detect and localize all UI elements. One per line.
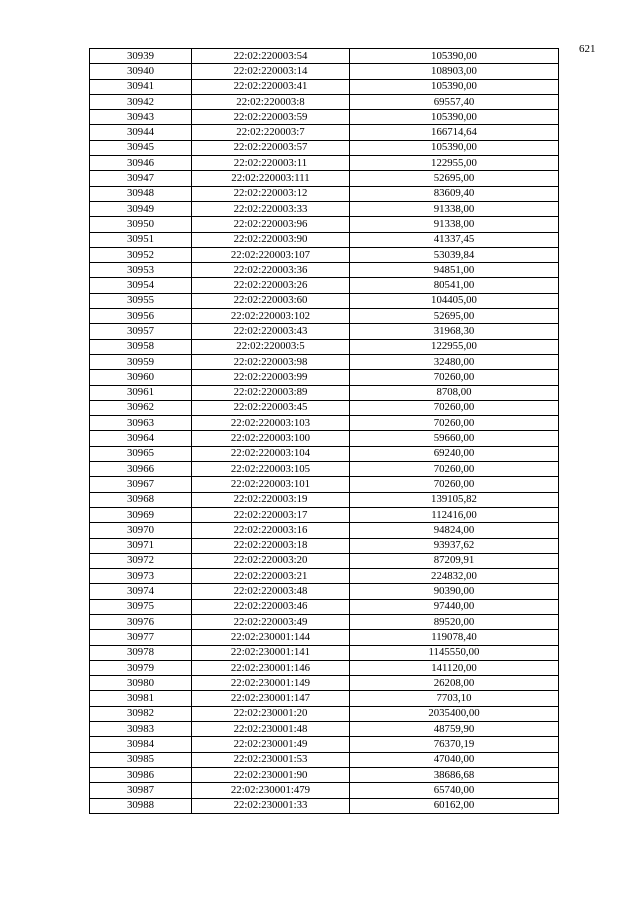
row-number-cell: 30949 [90, 201, 192, 216]
value-cell: 122955,00 [350, 339, 559, 354]
cadastral-number-cell: 22:02:220003:21 [192, 569, 350, 584]
value-cell: 31968,30 [350, 324, 559, 339]
table-row [90, 263, 559, 278]
value-cell: 52695,00 [350, 309, 559, 324]
value-cell: 7703,10 [350, 691, 559, 706]
value-cell: 69240,00 [350, 446, 559, 461]
table-row [90, 385, 559, 400]
table-row [90, 538, 559, 553]
table-row [90, 94, 559, 109]
table-row [90, 722, 559, 737]
cadastral-number-cell: 22:02:220003:103 [192, 416, 350, 431]
row-number-cell: 30969 [90, 507, 192, 522]
cadastral-number-cell: 22:02:230001:20 [192, 706, 350, 721]
cadastral-number-cell: 22:02:230001:53 [192, 752, 350, 767]
row-number-cell: 30963 [90, 416, 192, 431]
value-cell: 105390,00 [350, 140, 559, 155]
table-row [90, 247, 559, 262]
value-cell: 70260,00 [350, 462, 559, 477]
cadastral-number-cell: 22:02:220003:104 [192, 446, 350, 461]
cadastral-number-cell: 22:02:220003:99 [192, 370, 350, 385]
table-row [90, 523, 559, 538]
cadastral-number-cell: 22:02:220003:102 [192, 309, 350, 324]
table-row [90, 737, 559, 752]
cadastral-number-cell: 22:02:220003:48 [192, 584, 350, 599]
table-row [90, 706, 559, 721]
row-number-cell: 30981 [90, 691, 192, 706]
value-cell: 93937,62 [350, 538, 559, 553]
cadastral-number-cell: 22:02:220003:7 [192, 125, 350, 140]
table-row [90, 798, 559, 813]
table-row [90, 752, 559, 767]
row-number-cell: 30958 [90, 339, 192, 354]
value-cell: 105390,00 [350, 49, 559, 64]
table-row [90, 293, 559, 308]
table-row [90, 140, 559, 155]
value-cell: 59660,00 [350, 431, 559, 446]
row-number-cell: 30959 [90, 354, 192, 369]
table-row [90, 125, 559, 140]
row-number-cell: 30954 [90, 278, 192, 293]
table-row [90, 339, 559, 354]
row-number-cell: 30988 [90, 798, 192, 813]
cadastral-number-cell: 22:02:220003:18 [192, 538, 350, 553]
row-number-cell: 30962 [90, 400, 192, 415]
row-number-cell: 30946 [90, 156, 192, 171]
cadastral-number-cell: 22:02:230001:33 [192, 798, 350, 813]
value-cell: 2035400,00 [350, 706, 559, 721]
cadastral-number-cell: 22:02:220003:33 [192, 201, 350, 216]
row-number-cell: 30982 [90, 706, 192, 721]
row-number-cell: 30964 [90, 431, 192, 446]
value-cell: 112416,00 [350, 507, 559, 522]
row-number-cell: 30984 [90, 737, 192, 752]
value-cell: 70260,00 [350, 416, 559, 431]
value-cell: 122955,00 [350, 156, 559, 171]
row-number-cell: 30957 [90, 324, 192, 339]
cadastral-number-cell: 22:02:220003:54 [192, 49, 350, 64]
value-cell: 139105,82 [350, 492, 559, 507]
row-number-cell: 30985 [90, 752, 192, 767]
row-number-cell: 30956 [90, 309, 192, 324]
table-row [90, 309, 559, 324]
table-row [90, 477, 559, 492]
cadastral-number-cell: 22:02:220003:57 [192, 140, 350, 155]
value-cell: 141120,00 [350, 660, 559, 675]
value-cell: 83609,40 [350, 186, 559, 201]
value-cell: 105390,00 [350, 110, 559, 125]
row-number-cell: 30943 [90, 110, 192, 125]
value-cell: 69557,40 [350, 94, 559, 109]
value-cell: 87209,91 [350, 553, 559, 568]
row-number-cell: 30939 [90, 49, 192, 64]
table-row [90, 49, 559, 64]
table-row [90, 416, 559, 431]
row-number-cell: 30980 [90, 676, 192, 691]
table-row [90, 660, 559, 675]
value-cell: 32480,00 [350, 354, 559, 369]
table-row [90, 324, 559, 339]
value-cell: 94824,00 [350, 523, 559, 538]
page-number: 621 [579, 43, 596, 55]
table-row [90, 645, 559, 660]
cadastral-number-cell: 22:02:230001:149 [192, 676, 350, 691]
value-cell: 224832,00 [350, 569, 559, 584]
table-row [90, 492, 559, 507]
row-number-cell: 30983 [90, 722, 192, 737]
value-cell: 80541,00 [350, 278, 559, 293]
row-number-cell: 30972 [90, 553, 192, 568]
row-number-cell: 30979 [90, 660, 192, 675]
row-number-cell: 30965 [90, 446, 192, 461]
row-number-cell: 30975 [90, 599, 192, 614]
table-row [90, 186, 559, 201]
cadastral-number-cell: 22:02:230001:146 [192, 660, 350, 675]
row-number-cell: 30986 [90, 767, 192, 782]
cadastral-number-cell: 22:02:230001:147 [192, 691, 350, 706]
cadastral-number-cell: 22:02:230001:144 [192, 630, 350, 645]
row-number-cell: 30948 [90, 186, 192, 201]
cadastral-number-cell: 22:02:220003:43 [192, 324, 350, 339]
row-number-cell: 30947 [90, 171, 192, 186]
value-cell: 91338,00 [350, 217, 559, 232]
registry-table [89, 48, 559, 814]
row-number-cell: 30961 [90, 385, 192, 400]
table-row [90, 462, 559, 477]
cadastral-number-cell: 22:02:220003:16 [192, 523, 350, 538]
value-cell: 70260,00 [350, 477, 559, 492]
table-row [90, 783, 559, 798]
cadastral-number-cell: 22:02:220003:36 [192, 263, 350, 278]
row-number-cell: 30955 [90, 293, 192, 308]
cadastral-number-cell: 22:02:230001:49 [192, 737, 350, 752]
cadastral-number-cell: 22:02:220003:8 [192, 94, 350, 109]
value-cell: 104405,00 [350, 293, 559, 308]
table-row [90, 691, 559, 706]
table-body [90, 49, 559, 814]
cadastral-number-cell: 22:02:220003:96 [192, 217, 350, 232]
table-row [90, 630, 559, 645]
value-cell: 76370,19 [350, 737, 559, 752]
cadastral-number-cell: 22:02:220003:107 [192, 247, 350, 262]
table-row [90, 569, 559, 584]
value-cell: 89520,00 [350, 614, 559, 629]
table-row [90, 370, 559, 385]
row-number-cell: 30974 [90, 584, 192, 599]
value-cell: 166714,64 [350, 125, 559, 140]
cadastral-number-cell: 22:02:220003:46 [192, 599, 350, 614]
table-row [90, 584, 559, 599]
table-row [90, 201, 559, 216]
row-number-cell: 30978 [90, 645, 192, 660]
cadastral-number-cell: 22:02:220003:20 [192, 553, 350, 568]
row-number-cell: 30973 [90, 569, 192, 584]
table-row [90, 446, 559, 461]
table-row [90, 354, 559, 369]
cadastral-number-cell: 22:02:230001:141 [192, 645, 350, 660]
table-row [90, 110, 559, 125]
row-number-cell: 30967 [90, 477, 192, 492]
cadastral-number-cell: 22:02:220003:89 [192, 385, 350, 400]
cadastral-number-cell: 22:02:220003:5 [192, 339, 350, 354]
value-cell: 41337,45 [350, 232, 559, 247]
table-row [90, 156, 559, 171]
value-cell: 60162,00 [350, 798, 559, 813]
cadastral-number-cell: 22:02:220003:19 [192, 492, 350, 507]
value-cell: 94851,00 [350, 263, 559, 278]
row-number-cell: 30942 [90, 94, 192, 109]
row-number-cell: 30987 [90, 783, 192, 798]
cadastral-number-cell: 22:02:220003:26 [192, 278, 350, 293]
table-row [90, 278, 559, 293]
value-cell: 53039,84 [350, 247, 559, 262]
value-cell: 65740,00 [350, 783, 559, 798]
value-cell: 97440,00 [350, 599, 559, 614]
cadastral-number-cell: 22:02:220003:14 [192, 64, 350, 79]
value-cell: 91338,00 [350, 201, 559, 216]
row-number-cell: 30941 [90, 79, 192, 94]
row-number-cell: 30945 [90, 140, 192, 155]
cadastral-number-cell: 22:02:220003:100 [192, 431, 350, 446]
table-row [90, 614, 559, 629]
row-number-cell: 30977 [90, 630, 192, 645]
row-number-cell: 30940 [90, 64, 192, 79]
row-number-cell: 30950 [90, 217, 192, 232]
cadastral-number-cell: 22:02:220003:49 [192, 614, 350, 629]
cadastral-number-cell: 22:02:220003:60 [192, 293, 350, 308]
cadastral-number-cell: 22:02:220003:105 [192, 462, 350, 477]
table-row [90, 79, 559, 94]
cadastral-number-cell: 22:02:230001:90 [192, 767, 350, 782]
value-cell: 26208,00 [350, 676, 559, 691]
value-cell: 108903,00 [350, 64, 559, 79]
value-cell: 1145550,00 [350, 645, 559, 660]
table-row [90, 171, 559, 186]
value-cell: 105390,00 [350, 79, 559, 94]
row-number-cell: 30944 [90, 125, 192, 140]
value-cell: 47040,00 [350, 752, 559, 767]
cadastral-number-cell: 22:02:220003:59 [192, 110, 350, 125]
table-row [90, 400, 559, 415]
row-number-cell: 30968 [90, 492, 192, 507]
table-row [90, 431, 559, 446]
table-row [90, 676, 559, 691]
row-number-cell: 30971 [90, 538, 192, 553]
row-number-cell: 30951 [90, 232, 192, 247]
cadastral-number-cell: 22:02:220003:17 [192, 507, 350, 522]
row-number-cell: 30976 [90, 614, 192, 629]
cadastral-number-cell: 22:02:220003:11 [192, 156, 350, 171]
value-cell: 119078,40 [350, 630, 559, 645]
cadastral-number-cell: 22:02:220003:98 [192, 354, 350, 369]
row-number-cell: 30966 [90, 462, 192, 477]
value-cell: 90390,00 [350, 584, 559, 599]
table-row [90, 553, 559, 568]
cadastral-number-cell: 22:02:220003:12 [192, 186, 350, 201]
table-row [90, 217, 559, 232]
cadastral-number-cell: 22:02:220003:41 [192, 79, 350, 94]
value-cell: 48759,90 [350, 722, 559, 737]
cadastral-number-cell: 22:02:230001:479 [192, 783, 350, 798]
value-cell: 52695,00 [350, 171, 559, 186]
table-row [90, 507, 559, 522]
table-row [90, 767, 559, 782]
cadastral-number-cell: 22:02:220003:111 [192, 171, 350, 186]
table-row [90, 599, 559, 614]
row-number-cell: 30970 [90, 523, 192, 538]
value-cell: 70260,00 [350, 370, 559, 385]
cadastral-number-cell: 22:02:220003:45 [192, 400, 350, 415]
value-cell: 38686,68 [350, 767, 559, 782]
value-cell: 70260,00 [350, 400, 559, 415]
value-cell: 8708,00 [350, 385, 559, 400]
table-row [90, 232, 559, 247]
cadastral-number-cell: 22:02:220003:90 [192, 232, 350, 247]
cadastral-number-cell: 22:02:230001:48 [192, 722, 350, 737]
row-number-cell: 30960 [90, 370, 192, 385]
row-number-cell: 30952 [90, 247, 192, 262]
row-number-cell: 30953 [90, 263, 192, 278]
table-row [90, 64, 559, 79]
cadastral-number-cell: 22:02:220003:101 [192, 477, 350, 492]
